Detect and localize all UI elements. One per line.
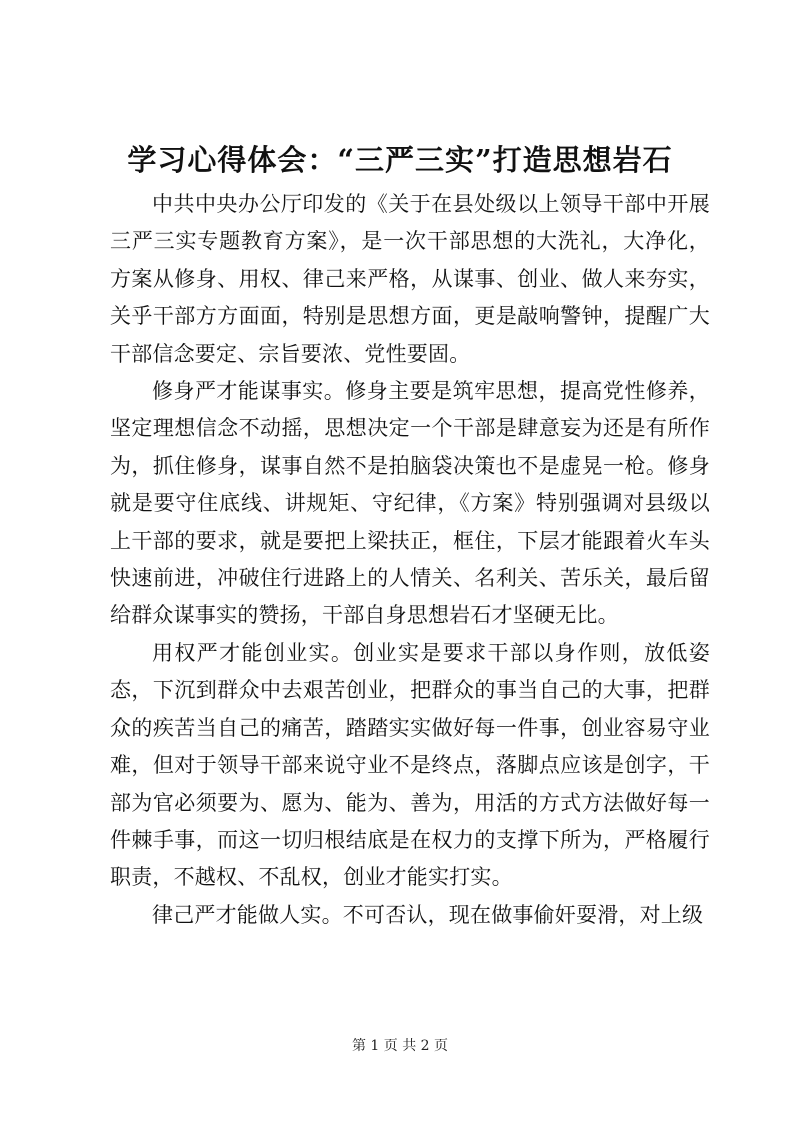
document-body: [110, 186, 710, 934]
paragraph-self-cultivation: 修身严才能谋事实。修身主要是筑牢思想，提高党性修养，坚定理想信念不动摇，思想决定一个干部是肆意妄为还是有所作为，抓住修身，谋事自然不是拍脑袋决策也不是虚晃一枪。修身就是要守住底线、讲规矩、守纪律，《方案》特别强调对县级以上干部的要求，就是要把上梁扶正，框住，下层才能跟着火车头快速前进，冲破住行进路上的人情关、名利关、苦乐关，最后留给群众谋事实的赞扬，干部自身思想岩石才坚硬无比。: [110, 379, 710, 628]
document-title: 学习心得体会：“三严三实”打造思想岩石: [127, 143, 673, 177]
page-footer: 第 1 页 共 2 页: [351, 1038, 449, 1054]
paragraph-use-of-power: 用权严才能创业实。创业实是要求干部以身作则，放低姿态，下沉到群众中去艰苦创业，把群众的事当自己的大事，把群众的疾苦当自己的痛苦，踏踏实实做好每一件事，创业容易守业难，但对于领导干部来说守业不是终点，落脚点应该是创字，干部为官必须要为、愿为、能为、善为，用活的方式方法做好每一件棘手事，而这一切归根结底是在权力的支撑下所为，严格履行职责，不越权、不乱权，创业才能实打实。: [110, 640, 710, 890]
paragraph-self-discipline: 律己严才能做人实。不可否认，现在做事偷奸耍滑，对上级: [152, 902, 704, 927]
paragraph-intro: 中共中央办公厅印发的《关于在县处级以上领导干部中开展三严三实专题教育方案》，是一次干部思想的大洗礼，大净化，方案从修身、用权、律己来严格，从谋事、创业、做人来夯实，关乎干部方方面面，特别是思想方面，更是敲响警钟，提醒广大干部信念要定、宗旨要浓、党性要固。: [110, 192, 710, 366]
